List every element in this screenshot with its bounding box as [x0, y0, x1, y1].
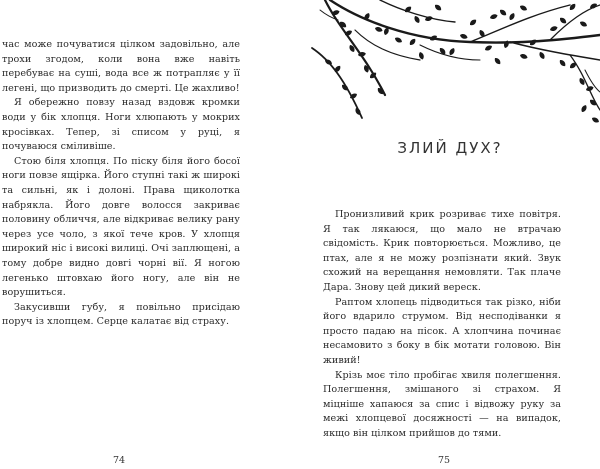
left-page-text	[2, 38, 240, 330]
chapter-title: ЗЛИЙ ДУХ?	[397, 139, 503, 157]
page-number-left: 74	[113, 455, 126, 466]
paragraph: Я обережно повзу назад вздовж кромки води у бік хлопця. Ноги хлюпають у мокрих кросівках. Тепер, зі списом у руці, я почуваюся сміливіше.	[2, 97, 240, 153]
paragraph: Крізь моє тіло пробігає хвиля полегшення. Полегшення, змішаного зі страхом. Я міцніше хапаюся за спис і відвожу руку за межі хлопцевої досяжності — на випадок, якщо він цілком прийшов до тями.	[323, 369, 561, 439]
right-page	[300, 0, 600, 469]
paragraph: час може почуватися цілком задовільно, але трохи згодом, коли вона вже навіть перебуває на суші, вода все ж потрапляє у її легені, що призводить до смерті. Це жахливо!	[2, 39, 240, 94]
paragraph: Раптом хлопець підводиться так різко, ніби його вдарило струмом. Від несподіванки я просто падаю на пісок. А хлопчина починає несамовито з боку в бік мотати головою. Він живий!	[323, 296, 561, 366]
paragraph: Стою біля хлопця. По піску біля його босої ноги повзе ящірка. Його ступні такі ж широкі та сильні, як і долоні. Права щиколотка набрякла. Його довге волосся закриває половину обличчя, але відкриває велику рану через усе чоло, з якої тече кров. У хлопця широкий ніс і високі вилиці. Очі заплющені, а тому добре видно довгі чорні вії. Я ногою легенько штовхаю його ногу, але він не ворушиться.	[2, 155, 240, 299]
tree-branches-illustration	[270, 0, 600, 125]
paragraph: Пронизливий крик розриває тихе повітря. Я так лякаюся, що мало не втрачаю свідомість. Крик повторюється. Можливо, це птах, але я не можу розпізнати який. Звук схожий на верещання немовляти. Так плаче Дара. Знову цей дикий вереск.	[323, 209, 561, 293]
paragraph: Закусивши губу, я повільно присідаю поруч із хлопцем. Серце калатає від страху.	[2, 301, 240, 328]
right-page-text	[323, 208, 561, 442]
page-number-right: 75	[438, 455, 451, 466]
